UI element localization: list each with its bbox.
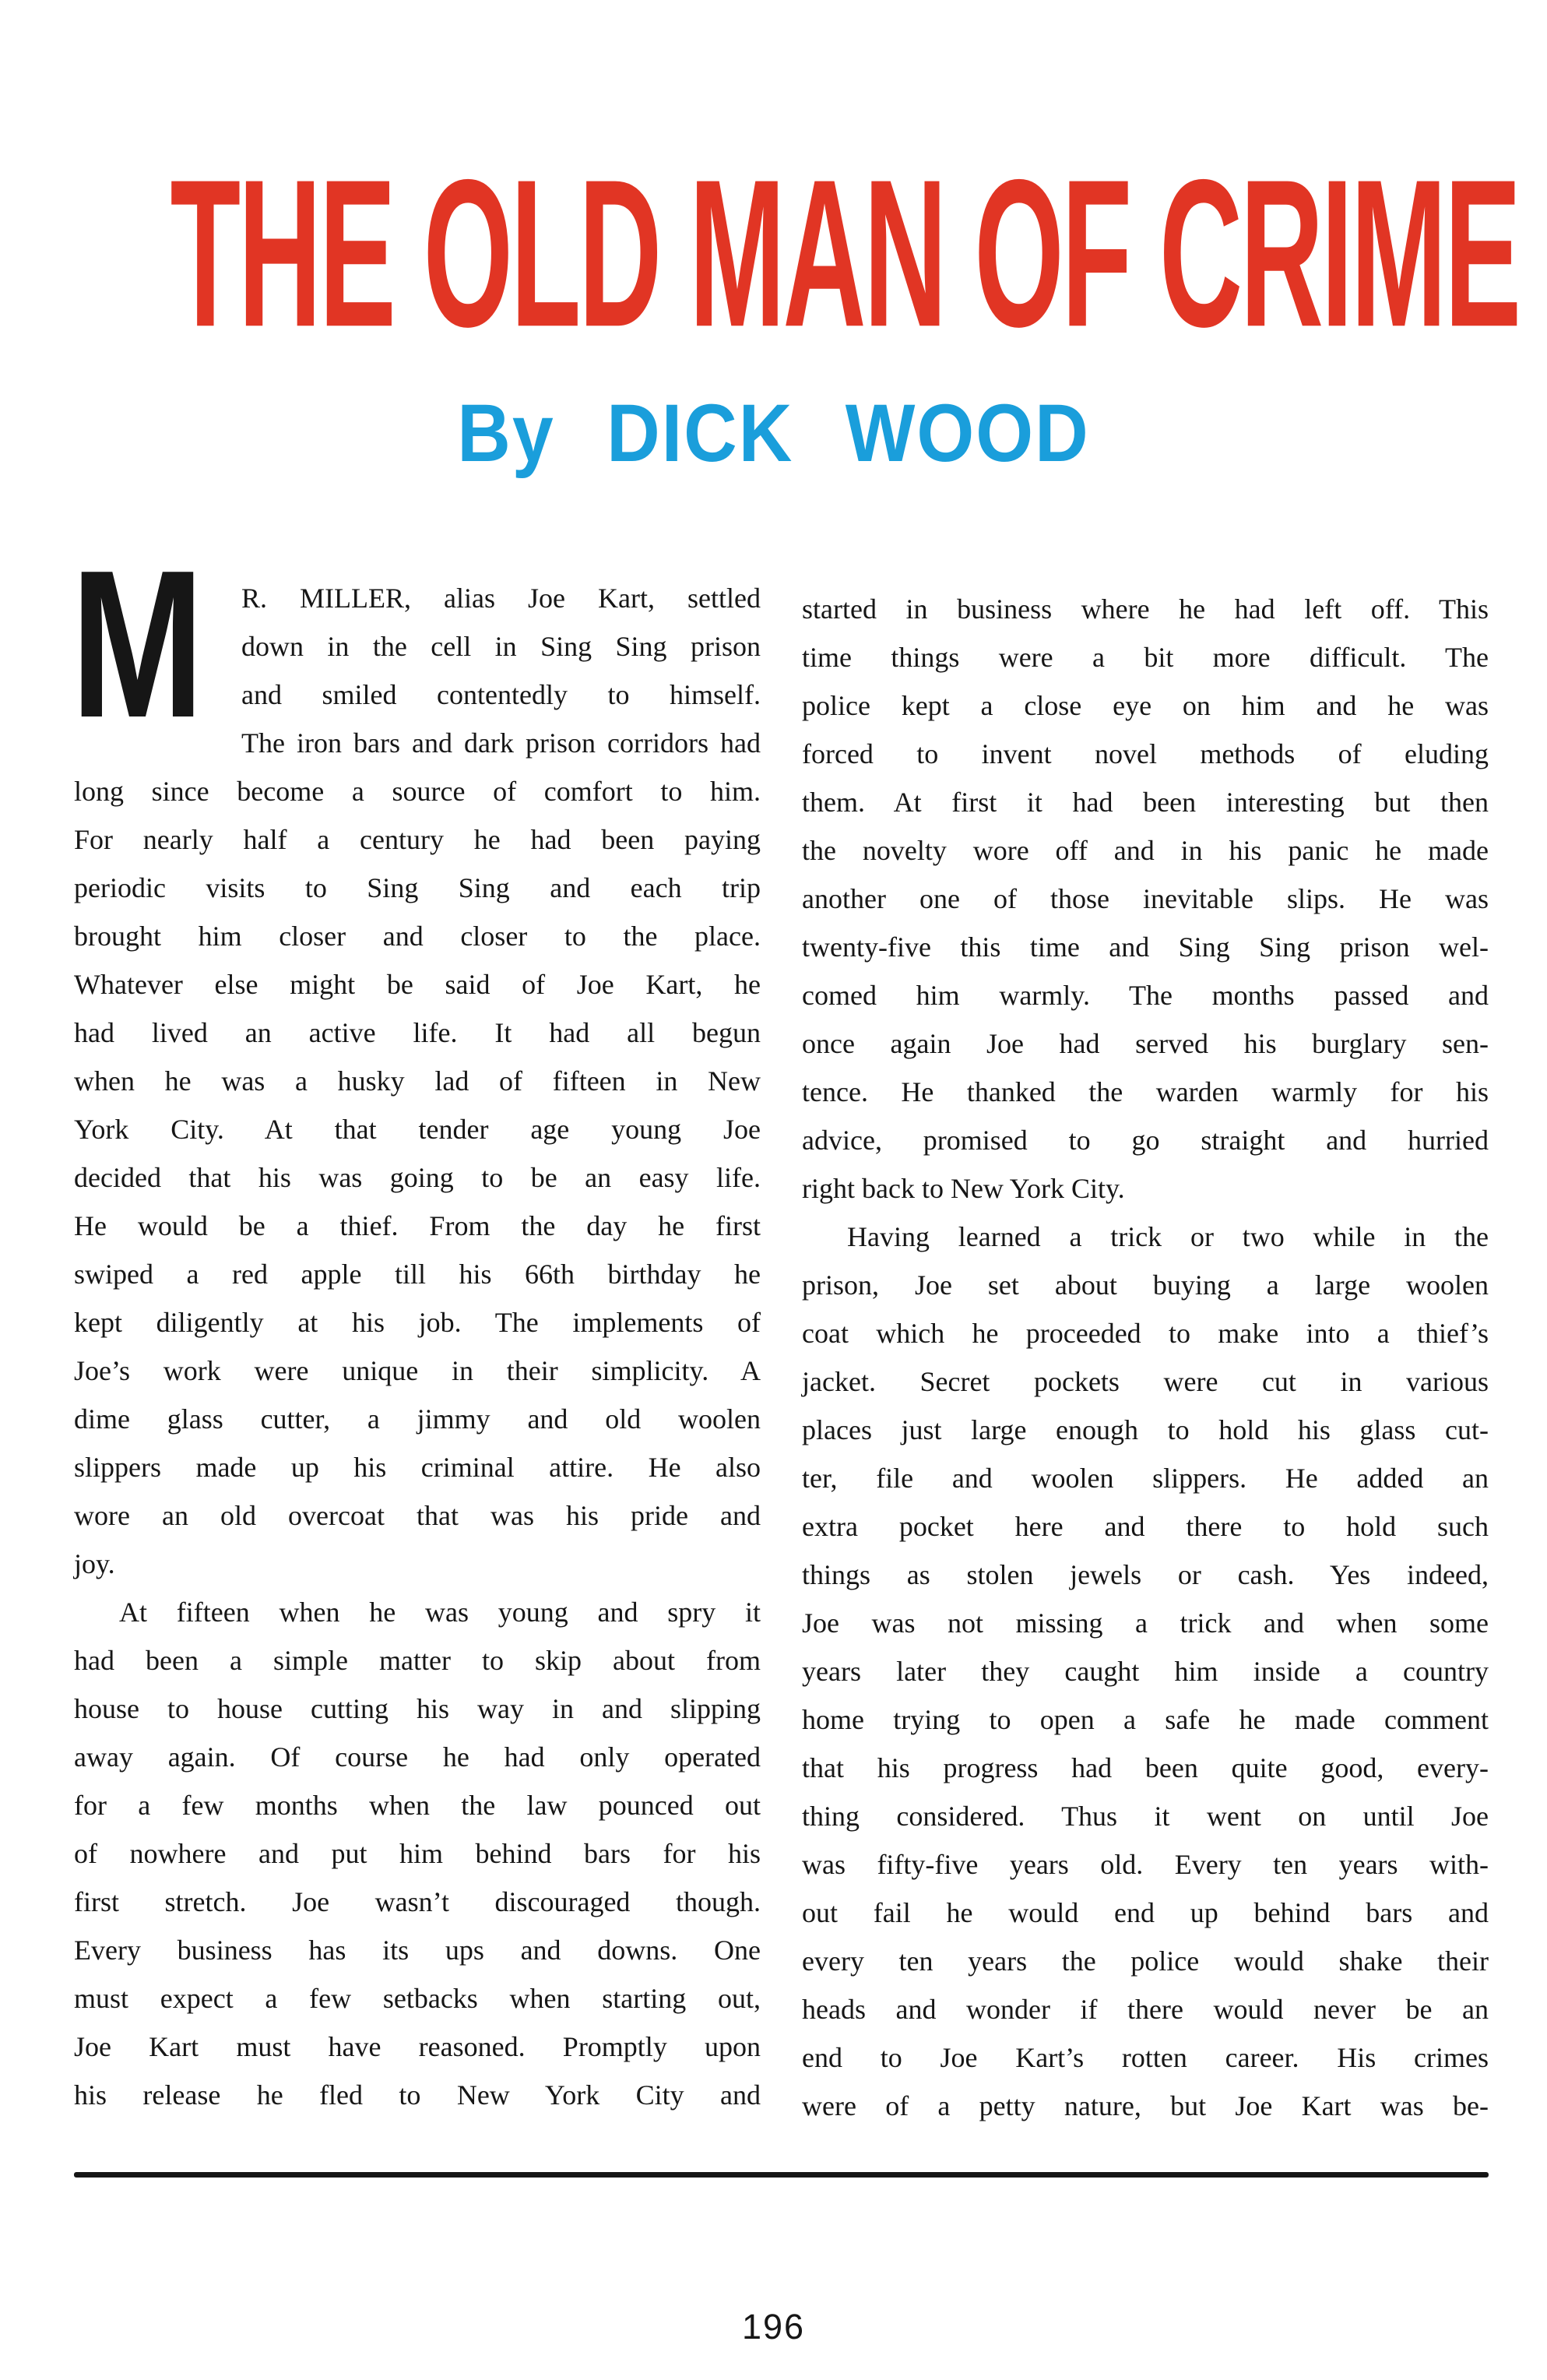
text-line: police kept a close eye on him and he was	[802, 690, 1489, 721]
left-column	[71, 527, 761, 2130]
text-line: years later they caught him inside a country	[802, 1656, 1489, 1687]
text-line: R. MILLER, alias Joe Kart, settled	[241, 583, 761, 614]
text-line: advice, promised to go straight and hurried	[802, 1125, 1489, 1156]
text-line: was fifty-five years old. Every ten years with-	[802, 1849, 1489, 1880]
text-line: for a few months when the law pounced out	[74, 1790, 761, 1821]
text-line: long since become a source of comfort to him.	[74, 776, 761, 807]
text-line: his release he fled to New York City and	[74, 2079, 761, 2111]
text-line: Every business has its ups and downs. One	[74, 1935, 761, 1966]
text-line: wore an old overcoat that was his pride and	[74, 1500, 761, 1531]
text-line: coat which he proceeded to make into a thief’s	[802, 1318, 1489, 1349]
text-line: decided that his was going to be an easy life.	[74, 1162, 761, 1193]
right-column	[802, 574, 1489, 2130]
text-line: prison, Joe set about buying a large woolen	[802, 1269, 1489, 1301]
text-line: Joe was not missing a trick and when some	[802, 1607, 1489, 1639]
text-line: Having learned a trick or two while in the	[847, 1221, 1489, 1252]
text-line: things as stolen jewels or cash. Yes indeed,	[802, 1559, 1489, 1590]
text-line: Joe Kart must have reasoned. Promptly upon	[74, 2031, 761, 2062]
text-line: down in the cell in Sing Sing prison	[241, 631, 761, 662]
text-line: the novelty wore off and in his panic he made	[802, 835, 1489, 866]
text-line: when he was a husky lad of fifteen in New	[74, 1065, 761, 1097]
text-line: comed him warmly. The months passed and	[802, 980, 1489, 1011]
text-line: started in business where he had left off. This	[802, 593, 1489, 625]
text-line: York City. At that tender age young Joe	[74, 1114, 761, 1145]
divider-rule	[74, 2172, 1489, 2178]
text-line: At fifteen when he was young and spry it	[119, 1597, 761, 1628]
text-line: joy.	[74, 1548, 115, 1579]
text-line: first stretch. Joe wasn’t discouraged though.	[74, 1886, 761, 1917]
text-line: swiped a red apple till his 66th birthday he	[74, 1259, 761, 1290]
text-line: home trying to open a safe he made comment	[802, 1704, 1489, 1735]
text-line: right back to New York City.	[802, 1173, 1125, 1204]
text-line: extra pocket here and there to hold such	[802, 1511, 1489, 1542]
text-line: must expect a few setbacks when starting out,	[74, 1983, 761, 2014]
text-line: tence. He thanked the warden warmly for his	[802, 1076, 1489, 1107]
story-title: THE OLD MAN OF CRIME	[170, 136, 1519, 371]
page-number: 196	[741, 2307, 806, 2347]
drop-cap	[71, 527, 241, 762]
text-line: He would be a thief. From the day he first	[74, 1210, 761, 1241]
text-line: thing considered. Thus it went on until Joe	[802, 1801, 1489, 1832]
text-line: once again Joe had served his burglary sen-	[802, 1028, 1489, 1059]
text-line: and smiled contentedly to himself.	[241, 679, 761, 710]
text-line: places just large enough to hold his glass cut-	[802, 1414, 1489, 1445]
text-line: had been a simple matter to skip about from	[74, 1645, 761, 1676]
text-line: house to house cutting his way in and slipping	[74, 1693, 761, 1724]
text-line: out fail he would end up behind bars and	[802, 1897, 1489, 1928]
text-line: slippers made up his criminal attire. He also	[74, 1452, 761, 1483]
text-line: periodic visits to Sing Sing and each trip	[74, 872, 761, 903]
text-line: heads and wonder if there would never be an	[802, 1994, 1489, 2025]
text-line: time things were a bit more difficult. The	[802, 642, 1489, 673]
text-line: jacket. Secret pockets were cut in various	[802, 1366, 1489, 1397]
text-line: away again. Of course he had only operated	[74, 1741, 761, 1773]
text-line: The iron bars and dark prison corridors had	[241, 727, 761, 759]
text-line: end to Joe Kart’s rotten career. His crimes	[802, 2042, 1489, 2073]
text-line: kept diligently at his job. The implements of	[74, 1307, 761, 1338]
text-line: another one of those inevitable slips. He was	[802, 883, 1489, 914]
text-line: of nowhere and put him behind bars for his	[74, 1838, 761, 1869]
story-body	[71, 527, 1489, 2130]
text-line: twenty-five this time and Sing Sing prison wel-	[802, 931, 1489, 963]
text-line: that his progress had been quite good, every-	[802, 1752, 1489, 1783]
text-line: Whatever else might be said of Joe Kart, he	[74, 969, 761, 1000]
text-line: brought him closer and closer to the place.	[74, 921, 761, 952]
text-line: were of a petty nature, but Joe Kart was be-	[802, 2090, 1489, 2121]
text-line: had lived an active life. It had all begun	[74, 1017, 761, 1048]
text-line: them. At first it had been interesting but then	[802, 787, 1489, 818]
text-line: ter, file and woolen slippers. He added an	[802, 1463, 1489, 1494]
text-line: dime glass cutter, a jimmy and old woolen	[74, 1403, 761, 1435]
text-line: every ten years the police would shake their	[802, 1945, 1489, 1977]
text-line: For nearly half a century he had been paying	[74, 824, 761, 855]
text-line: forced to invent novel methods of eluding	[802, 738, 1489, 769]
text-line: Joe’s work were unique in their simplicity. A	[74, 1355, 761, 1386]
drop-cap-letter: M	[71, 527, 204, 762]
story-byline: By DICK WOOD	[457, 388, 1090, 479]
